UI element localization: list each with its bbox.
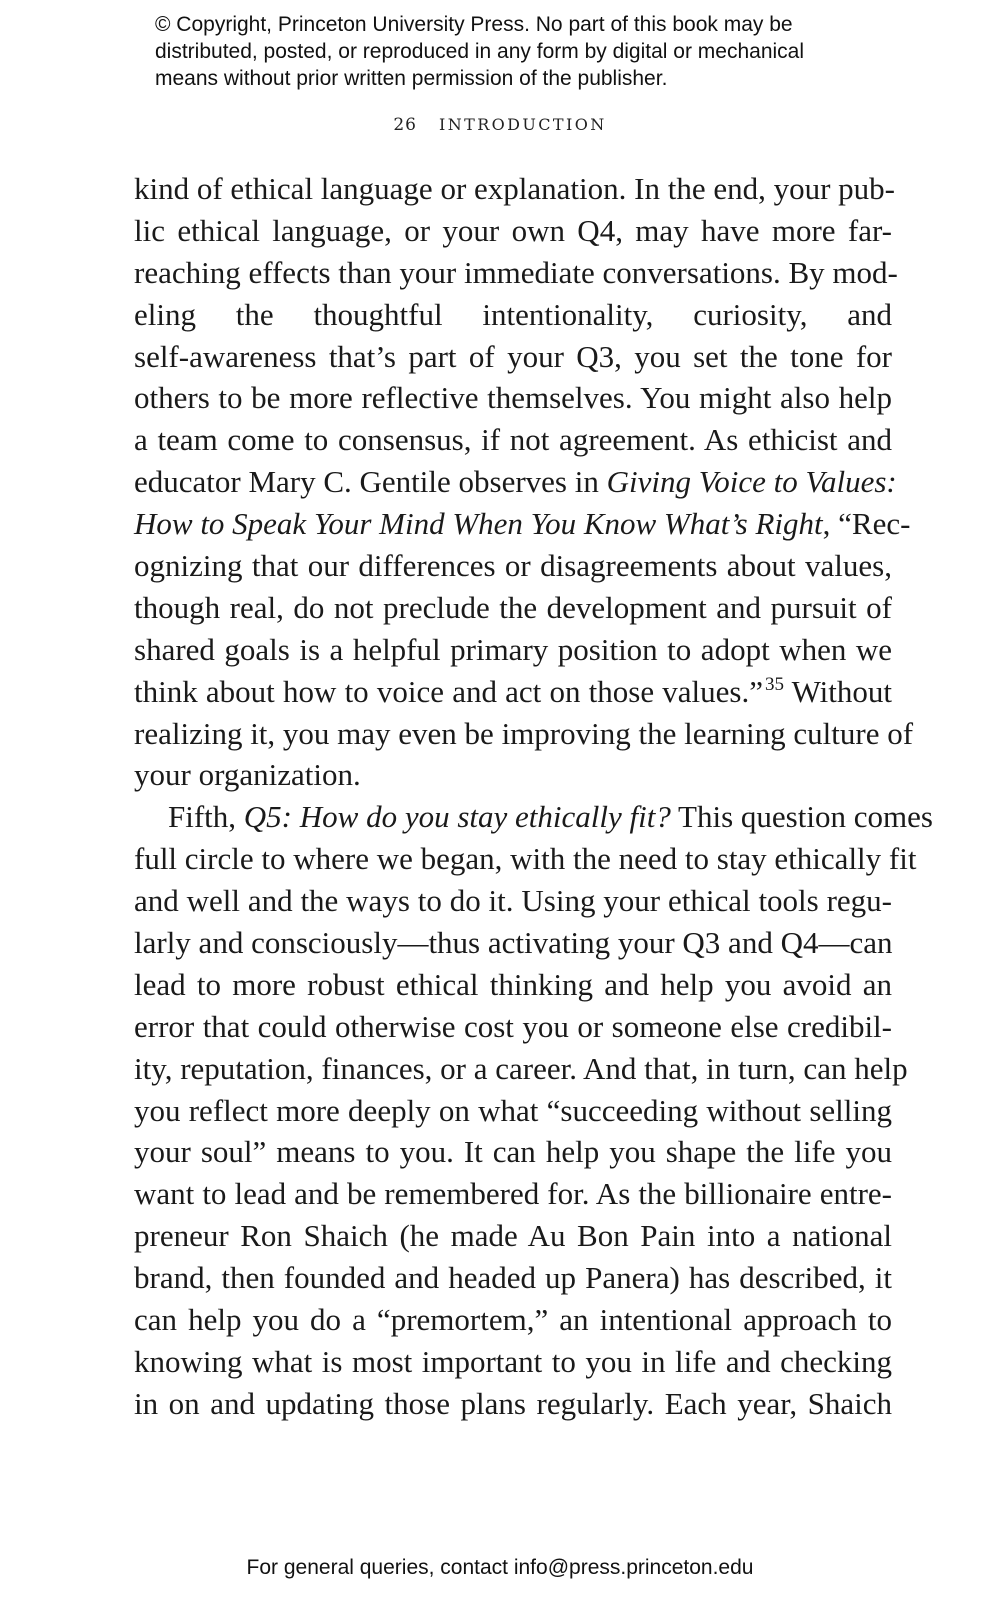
section-title: INTRODUCTION: [439, 115, 607, 134]
copyright-line: © Copyright, Princeton University Press. No part of this book may be: [155, 13, 793, 36]
text-line: though real, do not preclude the development and pursuit of: [134, 589, 892, 625]
question-italic: Q5: How do you stay ethically fit?: [243, 799, 671, 835]
text-line: in on and updating those plans regularly. Each year, Shaich: [134, 1385, 892, 1421]
text-line: self-awareness that’s part of your Q3, you set the tone for: [134, 338, 892, 374]
text-line: larly and consciously—thus activating your Q3 and Q4—can: [134, 925, 893, 961]
text-run: educator Mary C. Gentile observes in: [134, 464, 607, 500]
text-run: , “Rec-: [822, 506, 911, 542]
text-line: reaching effects than your immediate conversations. By mod-: [134, 254, 898, 290]
text-line: full circle to where we began, with the need to stay ethically fit: [134, 841, 917, 877]
text-line: preneur Ron Shaich (he made Au Bon Pain into a national: [134, 1218, 892, 1254]
text-line: knowing what is most important to you in life and checking: [134, 1343, 892, 1379]
text-run: Without: [784, 673, 893, 709]
text-line: lead to more robust ethical thinking and help you avoid an: [134, 966, 892, 1002]
text-line: eling the thoughtful intentionality, curiosity, and: [134, 296, 892, 332]
text-line: lic ethical language, or your own Q4, may have more far-: [134, 212, 892, 248]
text-line: a team come to consensus, if not agreement. As ethicist and: [134, 422, 892, 458]
text-line: your organization.: [134, 757, 361, 793]
text-line: [134, 461, 897, 503]
text-line: ity, reputation, finances, or a career. And that, in turn, can help: [134, 1050, 908, 1086]
text-line: and well and the ways to do it. Using your ethical tools regu-: [134, 883, 892, 919]
text-line: want to lead and be remembered for. As the billionaire entre-: [134, 1176, 892, 1212]
text-line: [134, 671, 892, 713]
text-run: Fifth,: [168, 799, 244, 835]
text-run: This question comes: [670, 799, 933, 835]
text-line: ognizing that our differences or disagreements about values,: [134, 548, 892, 584]
text-line: you reflect more deeply on what “succeeding without selling: [134, 1092, 892, 1128]
body-text: [134, 168, 933, 1425]
text-line: [134, 796, 933, 838]
footnote-marker: 35: [765, 673, 785, 695]
text-line: shared goals is a helpful primary position to adopt when we: [134, 631, 892, 667]
text-line: brand, then founded and headed up Panera) has described, it: [134, 1260, 892, 1296]
text-line: [134, 503, 911, 545]
copyright-notice: [155, 11, 875, 92]
page-number: 26: [393, 115, 417, 135]
copyright-line: distributed, posted, or reproduced in any form by digital or mechanical: [155, 40, 805, 63]
book-title-italic: How to Speak Your Mind When You Know What’s Right: [134, 506, 823, 542]
text-line: can help you do a “premortem,” an intentional approach to: [134, 1302, 892, 1338]
text-run: think about how to voice and act on those values.”: [134, 673, 764, 709]
copyright-line: means without prior written permission of the publisher.: [155, 67, 668, 90]
text-line: your soul” means to you. It can help you shape the life you: [134, 1134, 892, 1170]
book-title-italic: Giving Voice to Values:: [606, 464, 897, 500]
text-line: others to be more reflective themselves. You might also help: [134, 380, 892, 416]
running-head: [0, 115, 1000, 135]
text-line: error that could otherwise cost you or someone else credibil-: [134, 1008, 892, 1044]
text-line: realizing it, you may even be improving the learning culture of: [134, 715, 914, 751]
footer-contact: For general queries, contact info@press.princeton.edu: [246, 1556, 754, 1579]
text-line: kind of ethical language or explanation. In the end, your pub-: [134, 171, 895, 206]
